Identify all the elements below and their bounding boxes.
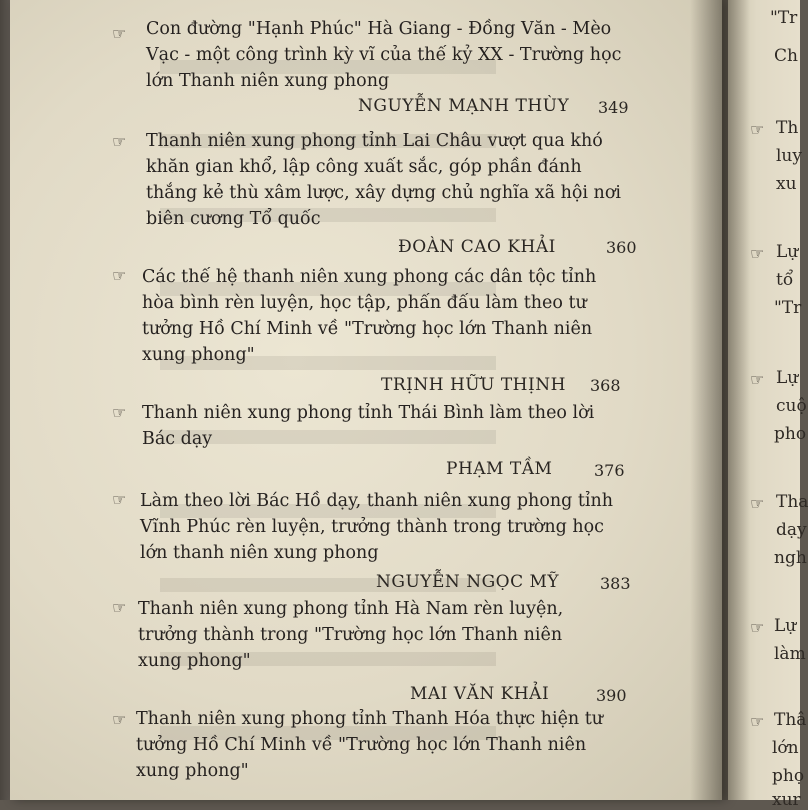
entry-title-line: Thanh niên xung phong tỉnh Thanh Hóa thực hiện tư — [136, 709, 604, 729]
right-page-fragment: pho — [774, 424, 807, 444]
book-gutter — [690, 0, 750, 800]
entry-title-line: tưởng Hồ Chí Minh về "Trường học lớn Thanh niên — [142, 319, 593, 339]
hand-pointer-icon: ☞ — [112, 132, 127, 151]
entry-page-number: 349 — [598, 98, 629, 117]
entry-author: PHẠM TẦM — [446, 459, 553, 479]
hand-pointer-icon: ☞ — [112, 403, 127, 422]
right-page-fragment: dạy — [776, 520, 807, 540]
hand-pointer-icon: ☞ — [112, 24, 127, 43]
right-page-fragment: Ch — [774, 46, 798, 66]
entry-title-line: xung phong" — [142, 345, 255, 365]
hand-pointer-icon: ☞ — [112, 598, 127, 617]
entry-author: NGUYỄN MẠNH THÙY — [358, 96, 570, 116]
right-page-fragment: "Tr — [774, 298, 802, 318]
right-page-fragment: phọ — [772, 766, 805, 786]
entry-title-line: Thanh niên xung phong tỉnh Lai Châu vượt qua khó — [146, 131, 603, 151]
entry-title-line: hòa bình rèn luyện, học tập, phấn đấu làm theo tư — [142, 293, 587, 313]
hand-pointer-icon: ☞ — [112, 710, 127, 729]
entry-title-line: tưởng Hồ Chí Minh về "Trường học lớn Thanh niên — [136, 735, 587, 755]
hand-pointer-icon: ☞ — [750, 494, 765, 513]
entry-page-number: 360 — [606, 238, 637, 257]
entry-author: ĐOÀN CAO KHẢI — [398, 237, 556, 257]
entry-author: TRỊNH HỮU THỊNH — [381, 375, 566, 395]
entry-title-line: biên cương Tổ quốc — [146, 209, 321, 229]
right-page-fragment: xu — [776, 174, 797, 194]
right-page-fragment: Lự — [776, 242, 799, 262]
entry-title-line: Thanh niên xung phong tỉnh Hà Nam rèn luyện, — [138, 599, 564, 619]
entry-title-line: lớn thanh niên xung phong — [140, 543, 379, 563]
hand-pointer-icon: ☞ — [112, 266, 127, 285]
right-page-fragment: lớn — [772, 738, 799, 758]
entry-author: MAI VĂN KHẢI — [410, 684, 550, 704]
hand-pointer-icon: ☞ — [750, 120, 765, 139]
entry-title-line: Bác dạy — [142, 429, 213, 449]
right-page-fragment: luy — [776, 146, 802, 166]
entry-title-line: Thanh niên xung phong tỉnh Thái Bình làm theo lời — [142, 403, 595, 423]
hand-pointer-icon: ☞ — [750, 370, 765, 389]
hand-pointer-icon: ☞ — [750, 618, 765, 637]
entry-title-line: thắng kẻ thù xâm lược, xây dựng chủ nghĩa xã hội nơi — [146, 183, 621, 203]
entry-title-line: Các thế hệ thanh niên xung phong các dân tộc tỉnh — [142, 267, 597, 287]
right-page-fragment: Lự — [774, 616, 797, 636]
entry-title-line: Làm theo lời Bác Hồ dạy, thanh niên xung phong tỉnh — [140, 491, 614, 511]
entry-page-number: 376 — [594, 461, 625, 480]
right-page-fragment: "Tr — [770, 8, 798, 28]
right-page-fragment: tổ — [776, 270, 794, 290]
entry-title-line: trưởng thành trong "Trường học lớn Thanh niên — [138, 625, 563, 645]
entry-title-line: lớn Thanh niên xung phong — [146, 71, 390, 91]
entry-title-line: xung phong" — [136, 761, 249, 781]
entry-page-number: 383 — [600, 574, 631, 593]
hand-pointer-icon: ☞ — [750, 712, 765, 731]
entry-page-number: 368 — [590, 376, 621, 395]
entry-title-line: Vĩnh Phúc rèn luyện, trưởng thành trong trường học — [140, 517, 604, 537]
right-page-fragment: xur — [772, 790, 801, 810]
right-page-fragment: Th — [776, 118, 799, 138]
hand-pointer-icon: ☞ — [112, 490, 127, 509]
right-page-fragment: Thâ — [774, 710, 807, 730]
entry-title-line: Con đường "Hạnh Phúc" Hà Giang - Đồng Văn - Mèo — [146, 19, 612, 39]
entry-author: NGUYỄN NGỌC MỸ — [376, 572, 560, 592]
entry-page-number: 390 — [596, 686, 627, 705]
entry-title-line: Vạc - một công trình kỳ vĩ của thế kỷ XX - Trường học — [146, 45, 622, 65]
right-page-fragment: cuộ — [776, 396, 807, 416]
right-page-fragment: ngh — [774, 548, 807, 568]
entry-title-line: xung phong" — [138, 651, 251, 671]
hand-pointer-icon: ☞ — [750, 244, 765, 263]
entry-title-line: khăn gian khổ, lập công xuất sắc, góp phần đánh — [146, 157, 582, 177]
right-page-fragment: làm — [774, 644, 806, 664]
right-page-fragment: Tha — [776, 492, 808, 512]
right-page-fragment: Lự — [776, 368, 799, 388]
